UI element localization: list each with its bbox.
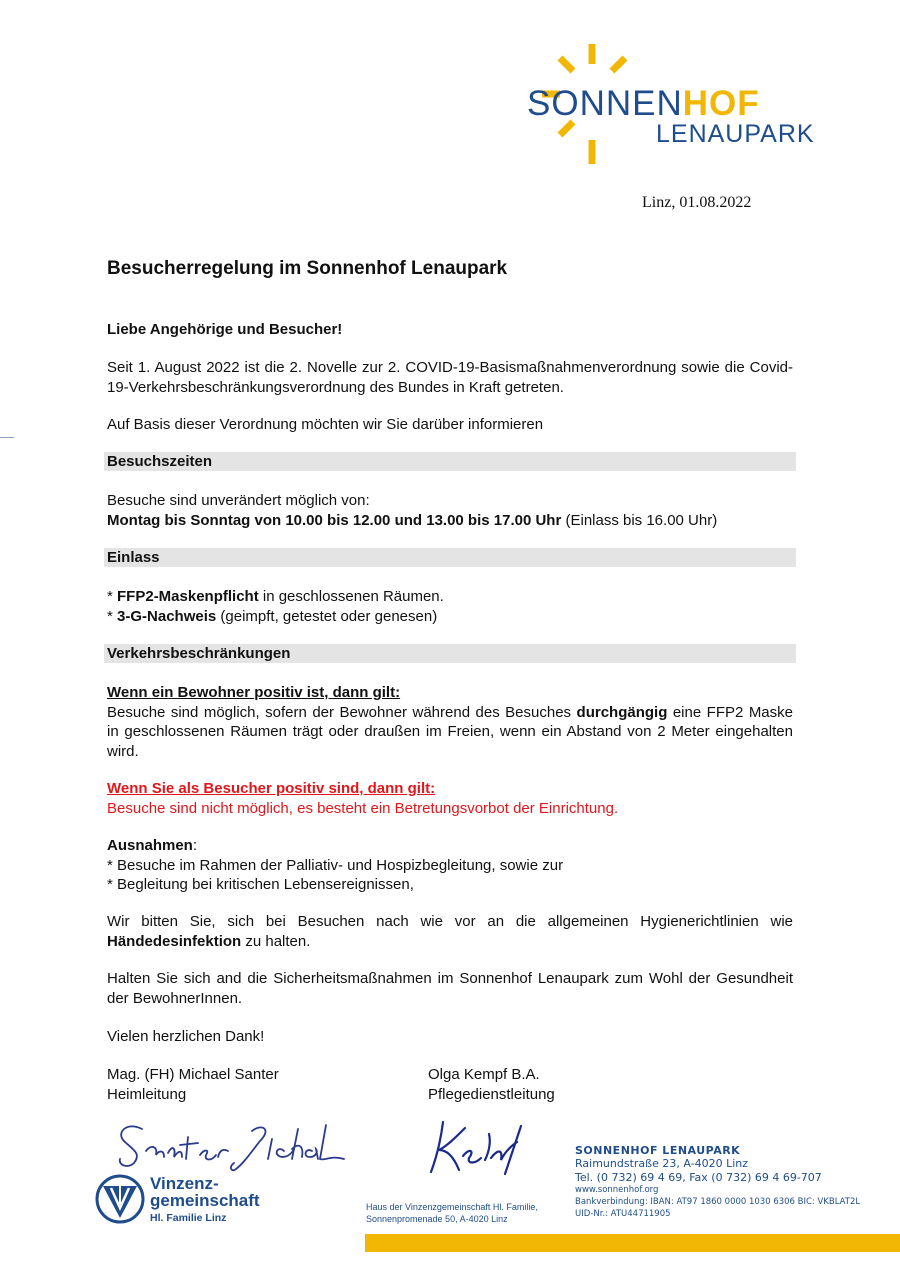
section-heading-visiting-hours: Besuchszeiten <box>104 452 796 471</box>
list-item: * FFP2-Maskenpflicht in geschlossenen Räumen. <box>107 588 444 605</box>
logo-text: SONNENHOF <box>527 84 760 123</box>
footer-house-address: Haus der Vinzenzgemeinschaft Hl. Familie, Sonnenpromenade 50, A-4020 Linz <box>366 1202 538 1224</box>
signatory-1: Mag. (FH) Michael Santer Heimleitung <box>107 1066 279 1103</box>
letter-date: Linz, 01.08.2022 <box>642 194 752 211</box>
visiting-hours-text: Besuche sind unverändert möglich von: Montag bis Sonntag von 10.00 bis 12.00 und 13.00 bis 17.00 Uhr (Einlass bis 16.00 Uhr) <box>107 492 718 529</box>
safety-paragraph: Halten Sie sich and die Sicherheitsmaßnahmen im Sonnenhof Lenaupark zum Wohl der Gesundheit der BewohnerInnen. <box>107 970 793 1007</box>
list-item: * 3-G-Nachweis (geimpft, getestet oder genesen) <box>107 607 438 625</box>
exceptions-block: Ausnahmen: * Besuche im Rahmen der Palliativ- und Hospizbegleitung, sowie zur * Begleitung bei kritischen Lebensereignissen, <box>107 836 793 895</box>
hygiene-paragraph: Wir bitten Sie, sich bei Besuchen nach wie vor an die allgemeinen Hygienerichtlinien wie Händedesinfektion zu halten. <box>107 913 793 950</box>
resident-positive-block: Wenn ein Bewohner positiv ist, dann gilt: Besuche sind möglich, sofern der Bewohner während des Besuches durchgängig eine FFP2 Maske in geschlossenen Räumen trägt oder draußen im Freien, wenn ein Abstand von 2 Meter eingehalten wird. <box>107 684 793 760</box>
vinzenz-logo-subtext: Hl. Familie Linz <box>150 1212 227 1224</box>
entry-list <box>107 587 793 626</box>
thanks-line: Vielen herzlichen Dank! <box>107 1028 265 1045</box>
logo-subtext: LENAUPARK <box>656 120 815 148</box>
signature-santer <box>112 1115 352 1177</box>
intro-paragraph: Seit 1. August 2022 ist die 2. Novelle zur 2. COVID-19-Basismaßnahmenverordnung sowie die Covid-19-Verkehrsbeschränkungsverordnung des Bundes in Kraft getreten. <box>107 359 793 396</box>
visitor-positive-block: Wenn Sie als Besucher positiv sind, dann gilt: Besuche sind nicht möglich, es besteht ein Betretungsvorbot der Einrichtung. <box>107 780 619 817</box>
footer-contact: SONNENHOF LENAUPARK Raimundstraße 23, A-4020 Linz Tel. (0 732) 69 4 69, Fax (0 732) 69 4 69-707 www.sonnenhof.org Bankverbindung: IBAN: AT97 1860 0000 1030 6306 BIC: VKBLAT2L UID-Nr.: ATU44711905 <box>575 1144 861 1219</box>
footer-bar <box>365 1234 900 1252</box>
list-item: * Begleitung bei kritischen Lebensereignissen, <box>107 876 414 893</box>
info-paragraph: Auf Basis dieser Verordnung möchten wir Sie darüber informieren <box>107 416 544 433</box>
list-item: * Besuche im Rahmen der Palliativ- und Hospizbegleitung, sowie zur <box>107 856 564 874</box>
signature-kempf <box>425 1112 535 1180</box>
greeting: Liebe Angehörige und Besucher! <box>107 321 343 338</box>
section-heading-entry: Einlass <box>104 548 796 567</box>
vinzenz-logo-icon <box>95 1174 145 1224</box>
margin-mark <box>0 437 14 438</box>
signatory-2: Olga Kempf B.A. Pflegedienstleitung <box>428 1066 555 1103</box>
page-title: Besucherregelung im Sonnenhof Lenaupark <box>107 258 508 279</box>
section-heading-traffic: Verkehrsbeschränkungen <box>104 644 796 663</box>
vinzenz-logo-text: Vinzenz- gemeinschaft <box>150 1174 260 1210</box>
